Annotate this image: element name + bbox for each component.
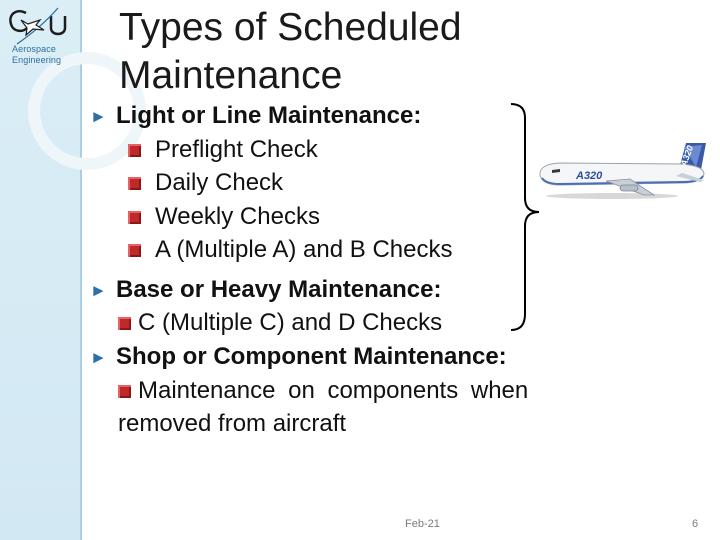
aircraft-label: A320 [576, 170, 603, 182]
list-item-continuation: removed from aircraft [118, 410, 347, 437]
arrow-bullet-icon: ► [90, 107, 107, 126]
logo-text-line1: Aerospace [12, 44, 56, 54]
list-item: A (Multiple A) and B Checks [128, 236, 452, 264]
arrow-bullet-icon: ► [90, 281, 107, 300]
list-item: C (Multiple C) and D Checks [118, 309, 442, 337]
tail-label: A320 [678, 144, 696, 168]
checkbox-bullet-icon [118, 317, 131, 330]
section-heading-heavy-maintenance: ► Base or Heavy Maintenance: [90, 276, 442, 303]
checkbox-bullet-icon [128, 244, 141, 257]
checkbox-bullet-icon [128, 211, 141, 224]
section-heading-shop-maintenance: ► Shop or Component Maintenance: [90, 343, 507, 370]
slide-title [119, 4, 462, 100]
list-item: Maintenance on components when [118, 377, 528, 405]
checkbox-bullet-icon [118, 385, 131, 398]
list-item: Preflight Check [128, 136, 318, 164]
page-number: 6 [692, 518, 699, 530]
arrow-bullet-icon: ► [90, 348, 107, 367]
list-item: Daily Check [128, 169, 283, 197]
logo-text-line2: Engineering [12, 55, 62, 65]
section-heading-line-maintenance: ► Light or Line Maintenance: [90, 102, 422, 129]
list-item: Weekly Checks [128, 203, 320, 231]
airplane-icon [536, 137, 716, 201]
title-line2: Maintenance [119, 54, 343, 97]
checkbox-bullet-icon [128, 177, 141, 190]
title-line1: Types of Scheduled [119, 6, 462, 49]
checkbox-bullet-icon [128, 144, 141, 157]
footer-date: Feb-21 [405, 518, 440, 530]
